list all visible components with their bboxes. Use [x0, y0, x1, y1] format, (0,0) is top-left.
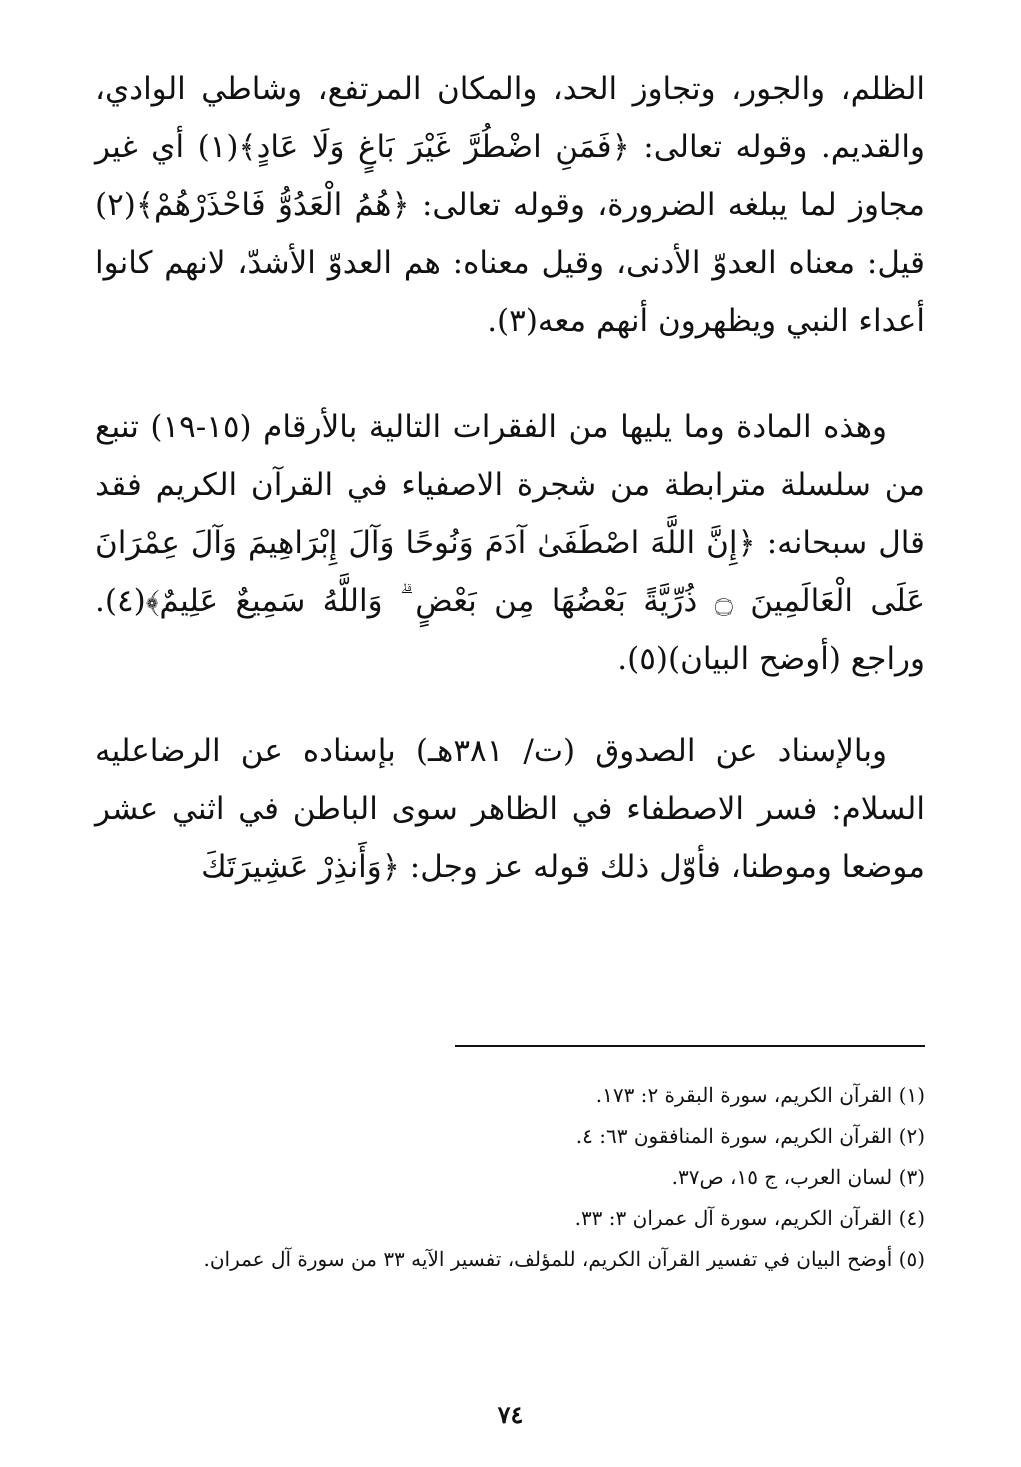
page-number: ٧٤	[497, 1400, 524, 1429]
footnote-2: (٢) القرآن الكريم، سورة المنافقون ٦٣: ٤.	[575, 1124, 925, 1148]
main-text	[95, 60, 925, 896]
paragraph-1: الظلم، والجور، وتجاوز الحد، والمكان المرتفع، وشاطي الوادي، والقديم. وقوله تعالى: ﴿فَمَنِ اضْطُرَّ غَيْرَ بَاغٍ وَلَا عَادٍ﴾(١) أي غير مجاوز لما يبلغه الضرورة، وقوله تعالى: ﴿هُمُ الْعَدُوُّ فَاحْذَرْهُمْ﴾(٢) قيل: معناه العدوّ الأدنى، وقيل معناه: هم العدوّ الأشدّ، لانهم كانوا أعداء النبي ويظهرون أنهم معه(٣).	[95, 71, 925, 339]
footnote-4: (٤) القرآن الكريم، سورة آل عمران ٣: ٣٣.	[574, 1206, 925, 1230]
footnote-5: (٥) أوضح البيان في تفسير القرآن الكريم، للمؤلف، تفسير الآيه ٣٣ من سورة آل عمران.	[203, 1247, 925, 1271]
footnotes	[95, 1075, 925, 1280]
paragraph-2: وهذه المادة وما يليها من الفقرات التالية بالأرقام (١٥-١٩) تنبع من سلسلة مترابطة من شجرة الاصفياء في القرآن الكريم فقد قال سبحانه: ﴿إِنَّ اللَّهَ اصْطَفَىٰ آدَمَ وَنُوحًا وَآلَ إِبْرَاهِيمَ وَآلَ عِمْرَانَ عَلَى الْعَالَمِينَ ۝ ذُرِّيَّةً بَعْضُهَا مِن بَعْضٍ ۗ وَاللَّهُ سَمِيعٌ عَلِيمٌ﴾(٤). وراجع (أوضح البيان)(٥).	[95, 409, 925, 677]
footnote-3: (٣) لسان العرب، ج ١٥، ص٣٧.	[671, 1165, 925, 1189]
footnote-1: (١) القرآن الكريم، سورة البقرة ٢: ١٧٣.	[595, 1083, 925, 1107]
paragraph-3: وبالإسناد عن الصدوق (ت/ ٣٨١هـ) بإسناده عن الرضاعليه السلام: فسر الاصطفاء في الظاهر سوى الباطن في اثني عشر موضعا وموطنا، فأوّل ذلك قوله عز وجل: ﴿وَأَنذِرْ عَشِيرَتَكَ	[95, 733, 925, 885]
footnote-divider	[455, 1045, 925, 1047]
